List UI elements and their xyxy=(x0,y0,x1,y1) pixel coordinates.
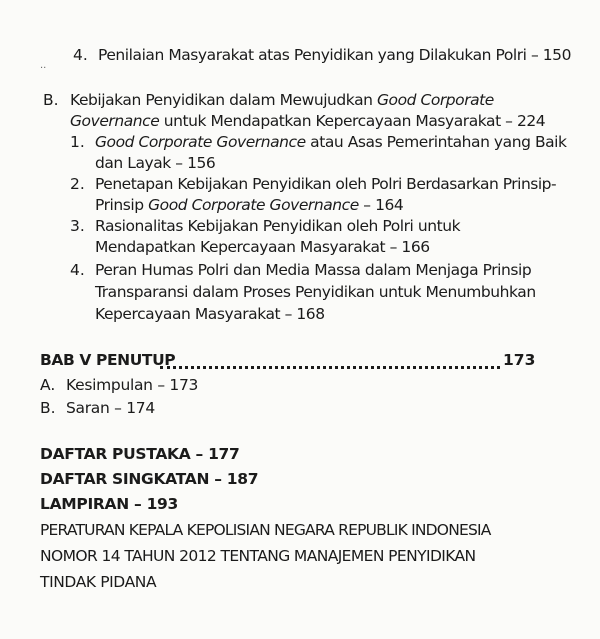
toc-item-number: 1. xyxy=(70,133,85,151)
lampiran-heading: LAMPIRAN – 193 xyxy=(40,495,179,513)
page-speck: .. xyxy=(40,60,47,71)
toc-item-b1-italic: Good Corporate Governance xyxy=(95,133,306,151)
toc-item-b4-line1: Peran Humas Polri dan Media Massa dalam Menjaga Prinsip xyxy=(95,261,532,279)
toc-item-b1-line1 xyxy=(95,132,567,152)
section-b-heading-text: Kebijakan Penyidikan dalam Mewujudkan xyxy=(70,91,377,109)
subsection-a-text: Kesimpulan – 173 xyxy=(66,376,199,394)
section-b-letter: B. xyxy=(43,91,59,109)
toc-item-number: 4. xyxy=(73,46,88,64)
toc-item-text: Penilaian Masyarakat atas Penyidikan yang Dilakukan Polri – 150 xyxy=(98,46,572,64)
section-b-heading-text-2: untuk Mendapatkan Kepercayaan Masyarakat – 224 xyxy=(159,112,546,130)
toc-item-b4-line2: Transparansi dalam Proses Penyidikan untuk Menumbuhkan xyxy=(95,283,536,301)
dot-leader xyxy=(160,352,500,369)
section-b-heading-italic-2: Governance xyxy=(70,112,160,130)
toc-item-b1-line2: dan Layak – 156 xyxy=(95,154,216,172)
toc-item-b2-page: – 164 xyxy=(358,196,404,214)
daftar-singkatan-heading: DAFTAR SINGKATAN – 187 xyxy=(40,470,259,488)
toc-item-number: 4. xyxy=(70,261,85,279)
toc-item-b3-line2: Mendapatkan Kepercayaan Masyarakat – 166 xyxy=(95,238,430,256)
regulation-line: NOMOR 14 TAHUN 2012 TENTANG MANAJEMEN PENYIDIKAN xyxy=(40,547,476,565)
subsection-letter: B. xyxy=(40,399,56,417)
toc-item-number: 3. xyxy=(70,217,85,235)
toc-item-b2-line1: Penetapan Kebijakan Penyidikan oleh Polri Berdasarkan Prinsip- xyxy=(95,175,557,193)
regulation-line: PERATURAN KEPALA KEPOLISIAN NEGARA REPUBLIK INDONESIA xyxy=(40,521,491,539)
toc-item-b2-line2 xyxy=(95,195,403,215)
subsection-b-text: Saran – 174 xyxy=(66,399,155,417)
toc-item-b1-text: atau Asas Pemerintahan yang Baik xyxy=(305,133,567,151)
toc-item-number: 2. xyxy=(70,175,85,193)
regulation-line: TINDAK PIDANA xyxy=(40,573,157,591)
toc-item-b3-line1: Rasionalitas Kebijakan Penyidikan oleh Polri untuk xyxy=(95,217,461,235)
section-b-heading-line2 xyxy=(70,111,545,131)
section-b-heading-line1 xyxy=(70,90,494,110)
toc-item-b2-italic: Good Corporate Governance xyxy=(148,196,359,214)
chapter-page-number: 173 xyxy=(503,351,536,369)
toc-item-b4-line3: Kepercayaan Masyarakat – 168 xyxy=(95,305,325,323)
subsection-letter: A. xyxy=(40,376,56,394)
daftar-pustaka-heading: DAFTAR PUSTAKA – 177 xyxy=(40,445,240,463)
toc-item-b2-text: Prinsip xyxy=(95,196,149,214)
section-b-heading-italic: Good Corporate xyxy=(376,91,494,109)
chapter-title: BAB V PENUTUP xyxy=(40,351,176,369)
